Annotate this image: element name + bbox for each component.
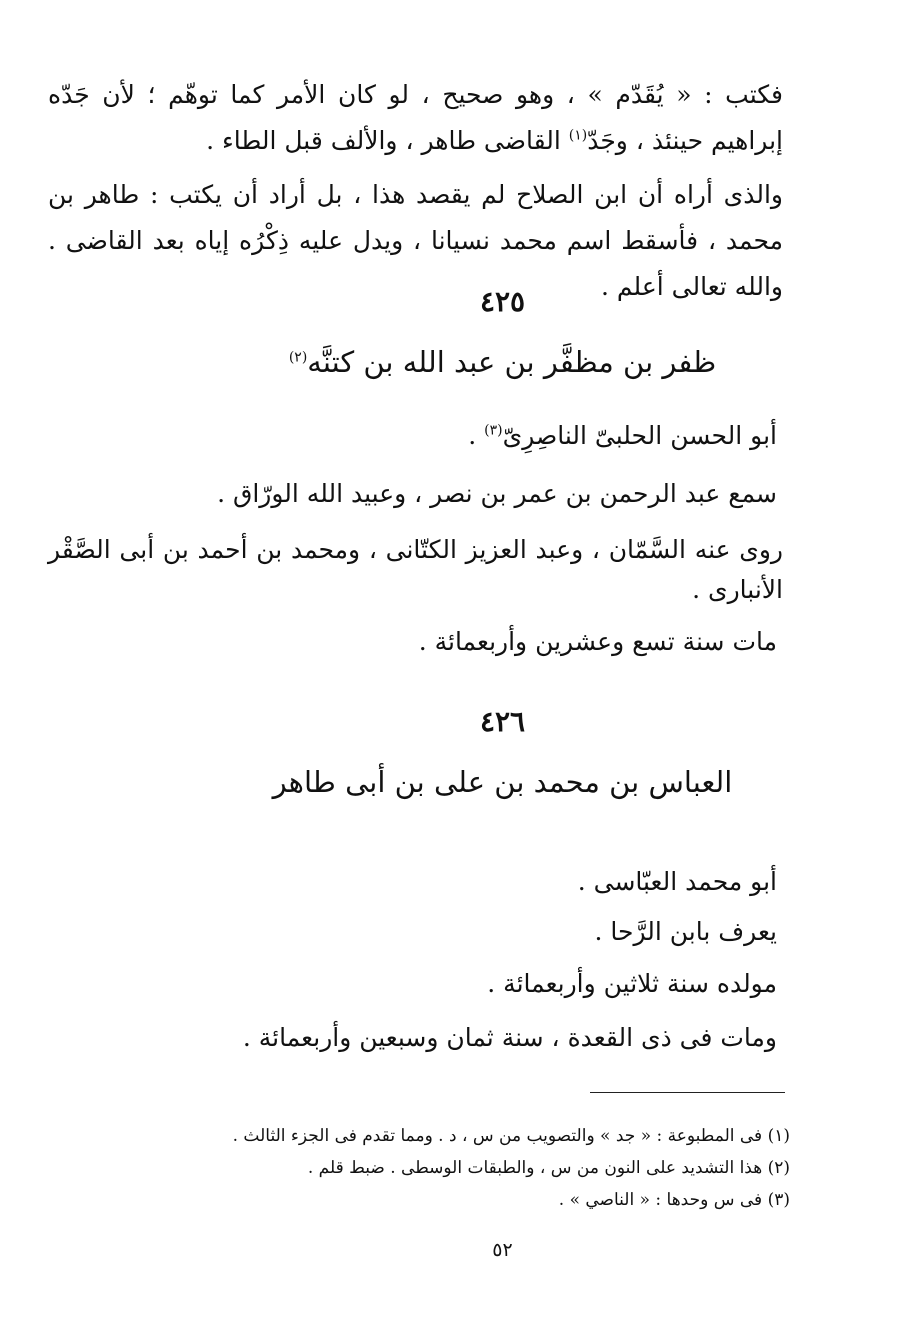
footnote-1: (١) فى المطبوعة : « جد » والتصويب من س ، د . ومما تقدم فى الجزء الثالث . — [232, 1126, 790, 1146]
entry-born-426: مولده سنة ثلاثين وأربعمائة . — [487, 969, 777, 998]
footnote-marker: (٢) — [288, 349, 308, 366]
entry-title-426: العباس بن محمد بن على بن أبى طاهر — [272, 765, 733, 799]
paragraph-text-tail: القاضى طاهر ، والألف قبل الطاء . — [206, 126, 569, 155]
footnote-separator — [590, 1092, 785, 1093]
footnote-2: (٢) هذا التشديد على النون من س ، والطبقات الوسطى . ضبط قلم . — [307, 1158, 790, 1178]
entry-kunya-426: أبو محمد العبّاسى . — [577, 867, 777, 896]
entry-title-text: ظفر بن مظفَّر بن عبد الله بن كتنَّه — [307, 345, 717, 379]
entry-heard-425: سمع عبد الرحمن بن عمر بن نصر ، وعبيد الله الورّاق . — [217, 479, 777, 508]
paragraph-continuation — [48, 72, 783, 164]
entry-title-425 — [0, 340, 915, 384]
entry-kunya-425 — [468, 418, 777, 454]
kunya-end: . — [468, 421, 485, 450]
paragraph-commentary: والذى أراه أن ابن الصلاح لم يقصد هذا ، بل أراد أن يكتب : طاهر بن محمد ، فأسقط اسم محمد نسيانا ، ويدل عليه ذِكْرُه إياه بعد القاضى . والله تعالى أعلم . — [48, 180, 783, 301]
footnote-marker: (٣) — [484, 422, 503, 439]
entry-death-426: ومات فى ذى القعدة ، سنة ثمان وسبعين وأربعمائة . — [242, 1023, 777, 1052]
entry-narrated-425: روى عنه السَّمّان ، وعبد العزيز الكتّانى ، ومحمد بن أحمد بن أبى الصَّقْر الأنبارى . — [48, 535, 783, 604]
footnote-3: (٣) فى س وحدها : « الناصي » . — [558, 1190, 790, 1210]
entry-known-as-426: يعرف بابن الرَّحا . — [594, 917, 777, 946]
entry-number-425: ٤٢٥ — [479, 285, 526, 318]
entry-number-426: ٤٢٦ — [479, 705, 526, 738]
footnote-marker: (١) — [568, 127, 588, 144]
kunya-text: أبو الحسن الحلبىّ الناصِرِىّ — [502, 421, 777, 450]
page-number: ٥٢ — [492, 1239, 513, 1261]
paragraph-text: فكتب : « يُقَدّم » ، وهو صحيح ، لو كان الأمر كما توهّم ؛ لأن جَدّه إبراهيم حينئذ ، وجَدّ — [48, 80, 783, 155]
entry-death-425: مات سنة تسع وعشرين وأربعمائة . — [418, 627, 777, 656]
